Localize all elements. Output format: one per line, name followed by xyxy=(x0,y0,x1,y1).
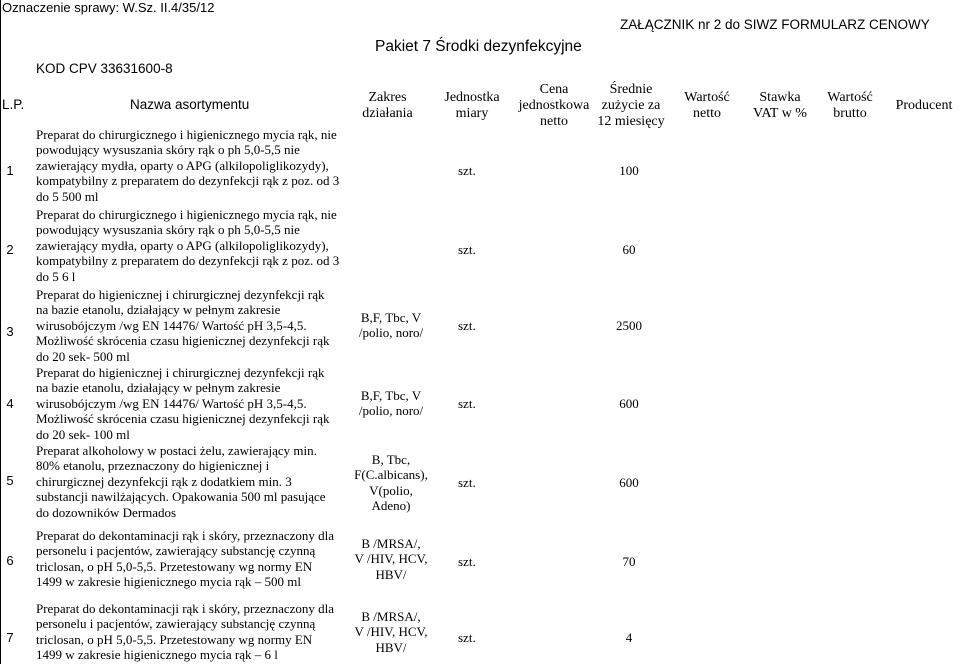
row-1-unit: szt. xyxy=(458,163,476,178)
row-5-description: Preparat alkoholowy w postaci żelu, zawierający min. 80% etanolu, przeznaczony do higienicznej i chirurgicznej dezynfekcji rąk z dodatkiem min. 3 substancji nawilżających. Opakowania 500 ml pasujące do dozowników Dermados xyxy=(36,443,326,520)
col-header-producer: Producent xyxy=(895,98,953,113)
row-5-number: 5 xyxy=(6,473,14,488)
row-7-number: 7 xyxy=(6,630,14,645)
row-7-description: Preparat do dekontaminacji rąk i skóry, przeznaczony dla personelu i pacjentów, zawierający substancję czynną triclosan, o pH 5,0-5,5. Przetestowany wg normy EN 1499 w zakresie higienicznego mycia rąk – 6 l xyxy=(36,601,335,663)
row-4-scope: B,F, Tbc, V /polio, noro/ xyxy=(358,388,424,419)
attachment-title: ZAŁĄCZNIK nr 2 do SIWZ FORMULARZ CENOWY xyxy=(620,17,930,32)
col-header-net-value: Wartość netto xyxy=(684,90,730,121)
row-6-quantity: 70 xyxy=(622,554,636,569)
row-1-quantity: 100 xyxy=(619,163,639,178)
row-2-number: 2 xyxy=(6,242,14,257)
row-3-quantity: 2500 xyxy=(616,318,642,333)
col-header-usage: Średnie zużycie za 12 miesięcy xyxy=(597,82,665,129)
row-3-scope: B,F, Tbc, V /polio, noro/ xyxy=(358,310,424,341)
row-3-unit: szt. xyxy=(458,318,476,333)
row-2-quantity: 60 xyxy=(622,242,636,257)
row-4-number: 4 xyxy=(6,396,14,411)
row-3-description: Preparat do higienicznej i chirurgicznej dezynfekcji rąk na bazie etanolu, działający w pełnym zakresie wirusobójczym /wg EN 14476/ Wartość pH 3,5-4,5. Możliwość skrócenia czasu higienicznej dezynfekcji rąk do 20 sek- 500 ml xyxy=(36,287,330,364)
row-1-description: Preparat do chirurgicznego i higienicznego mycia rąk, nie powodujący wysuszania skóry rąk o ph 5,0-5,5 nie zawierający mydła, oparty o APG (alkilopoliglikozydy), kompatybilny z preparatem do dezynfekcji rąk z poz. od 3 do 5 500 ml xyxy=(36,127,340,204)
cpv-code: KOD CPV 33631600-8 xyxy=(36,61,173,76)
row-6-number: 6 xyxy=(6,553,14,568)
row-5-scope: B, Tbc, F(C.albicans), V(polio, Adeno) xyxy=(354,452,428,514)
col-header-lp: L.P. xyxy=(2,97,25,112)
row-5-unit: szt. xyxy=(458,475,476,490)
col-header-gross-value: Wartość brutto xyxy=(827,90,873,121)
row-7-quantity: 4 xyxy=(625,630,633,645)
row-6-scope: B /MRSA/, V /HIV, HCV, HBV/ xyxy=(354,536,428,582)
row-7-scope: B /MRSA/, V /HIV, HCV, HBV/ xyxy=(354,609,428,655)
row-5-quantity: 600 xyxy=(619,475,639,490)
case-designation: Oznaczenie sprawy: W.Sz. II.4/35/12 xyxy=(2,0,215,15)
col-header-unit: Jednostka miary xyxy=(444,90,500,121)
row-2-unit: szt. xyxy=(458,242,476,257)
row-6-description: Preparat do dekontaminacji rąk i skóry, przeznaczony dla personelu i pacjentów, zawierający substancję czynną triclosan, o pH 5,0-5,5. Przetestowany wg normy EN 1499 w zakresie higienicznego mycia rąk – 500 ml xyxy=(36,528,335,590)
col-header-unit-price: Cena jednostkowa netto xyxy=(518,82,590,129)
row-3-number: 3 xyxy=(6,324,14,339)
col-header-name: Nazwa asortymentu xyxy=(130,97,250,112)
row-7-unit: szt. xyxy=(458,630,476,645)
col-header-scope: Zakres działania xyxy=(362,90,413,121)
row-1-number: 1 xyxy=(6,163,14,178)
package-title: Pakiet 7 Środki dezynfekcyjne xyxy=(375,38,582,55)
row-4-unit: szt. xyxy=(458,396,476,411)
row-4-description: Preparat do higienicznej i chirurgicznej dezynfekcji rąk na bazie etanolu, działający w pełnym zakresie wirusobójczym /wg EN 14476/ Wartość pH 3,5-4,5. Możliwość skrócenia czasu higienicznej dezynfekcji rąk do 20 sek- 100 ml xyxy=(36,365,330,442)
row-6-unit: szt. xyxy=(458,554,476,569)
col-header-vat: Stawka VAT w % xyxy=(753,90,807,121)
row-2-description: Preparat do chirurgicznego i higienicznego mycia rąk, nie powodujący wysuszania skóry rąk o ph 5,0-5,5 nie zawierający mydła, oparty o APG (alkilopoliglikozydy), kompatybilny z preparatem do dezynfekcji rąk z poz. od 3 do 5 6 l xyxy=(36,207,340,284)
row-4-quantity: 600 xyxy=(619,396,639,411)
